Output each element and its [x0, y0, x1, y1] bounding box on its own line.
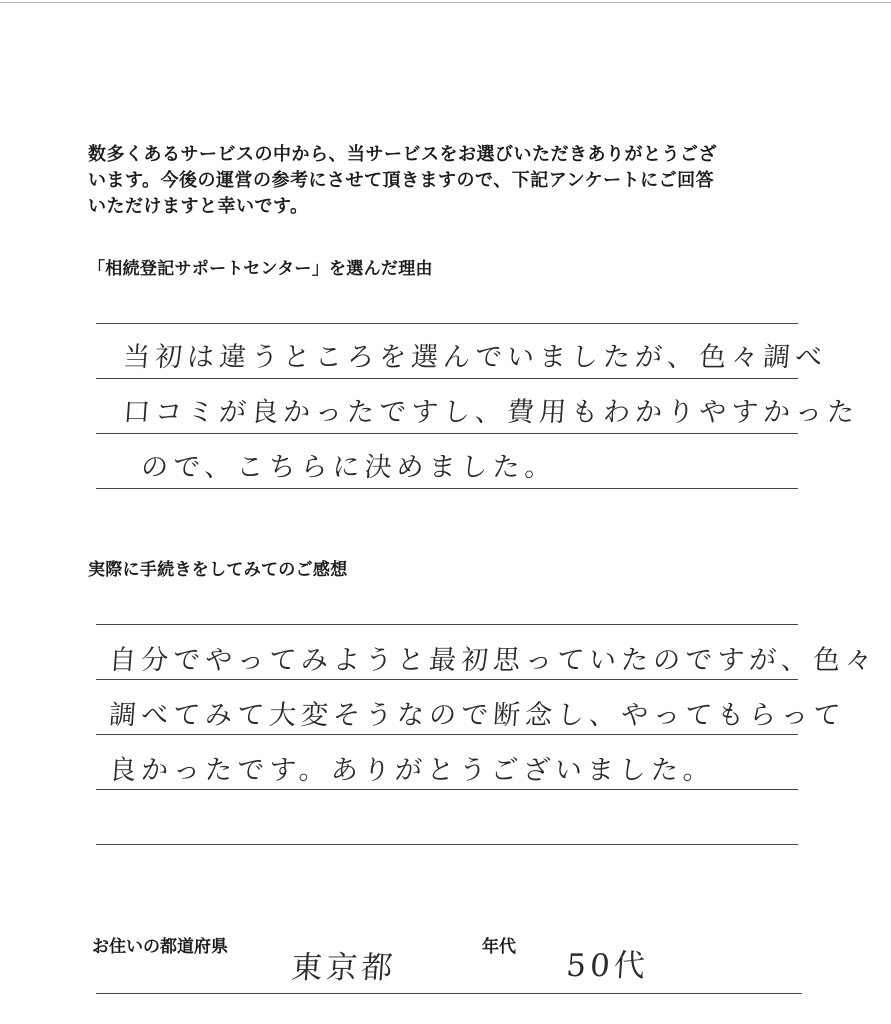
intro-line-3: いただけますと幸いです。: [88, 196, 309, 217]
prefecture-value: 東京都: [290, 950, 398, 986]
impression-rule-5: [96, 844, 798, 845]
intro-line-2: います。今後の運営の参考にさせて頂きますので、下記アンケートにご回答: [88, 170, 715, 191]
reason-answer-line-3: ので、こちらに決めました。: [140, 452, 558, 483]
intro-line-1: 数多くあるサービスの中から、当サービスをお選びいただきありがとうござ: [88, 144, 717, 165]
reason-rule-3: [96, 433, 798, 434]
impression-section-title: 実際に手続きをしてみてのご感想: [88, 560, 348, 580]
footer-rule: [96, 993, 802, 994]
impression-answer-line-1: 自分でやってみようと最初思っていたのですが、色々: [108, 645, 879, 676]
impression-rule-3: [96, 734, 798, 735]
reason-rule-4: [96, 488, 798, 489]
impression-rule-4: [96, 789, 798, 790]
reason-section-title: 「相続登記サポートセンター」を選んだ理由: [88, 259, 433, 279]
intro-text: [88, 142, 808, 220]
reason-rule-2: [96, 378, 798, 379]
prefecture-label: お住いの都道府県: [92, 937, 228, 957]
reason-answer-line-1: 当初は違うところを選んでいましたが、色々調べ: [122, 342, 829, 373]
reason-answer-line-2: 口コミが良かったですし、費用もわかりやすかった: [122, 397, 861, 428]
impression-answer-line-3: 良かったです。ありがとうございました。: [108, 755, 717, 786]
impression-rule-2: [96, 679, 798, 680]
age-label: 年代: [482, 937, 516, 957]
age-value: 50代: [565, 948, 651, 984]
impression-answer-line-2: 調べてみて大変そうなので断念し、やってもらって: [108, 700, 847, 731]
top-border: [0, 2, 891, 3]
reason-rule-1: [96, 323, 798, 324]
impression-rule-1: [96, 624, 798, 625]
